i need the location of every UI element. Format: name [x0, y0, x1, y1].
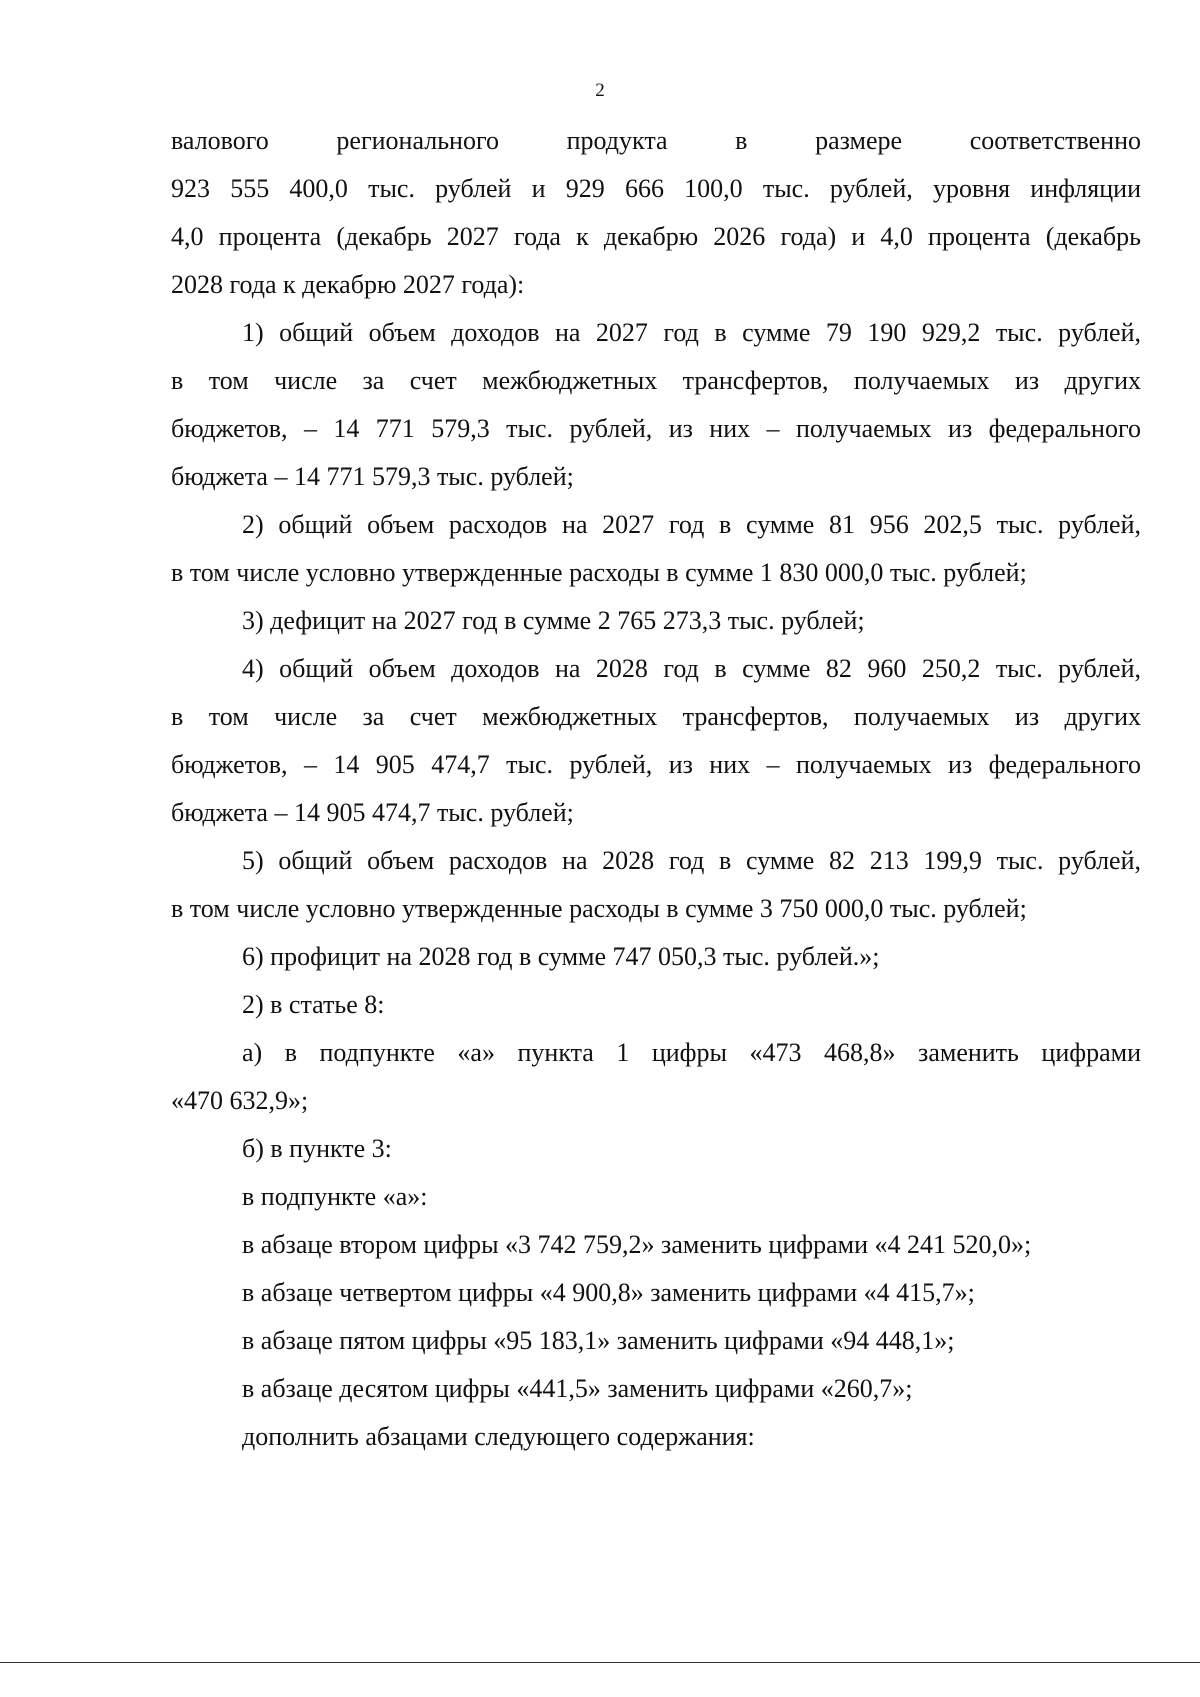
paragraph	[171, 1413, 1141, 1461]
paragraph	[171, 837, 1141, 933]
paragraph	[171, 117, 1141, 309]
text-line: 2028 года к декабрю 2027 года):	[171, 270, 525, 299]
text-line: бюджетов, – 14 905 474,7 тыс. рублей, из них – получаемых из федерального	[171, 750, 1141, 779]
paragraph	[171, 1029, 1141, 1125]
paragraph	[171, 1221, 1141, 1269]
paragraph	[171, 1173, 1141, 1221]
paragraph	[171, 645, 1141, 837]
text-line: бюджетов, – 14 771 579,3 тыс. рублей, из них – получаемых из федерального	[171, 414, 1141, 443]
text-line: «470 632,9»;	[171, 1086, 309, 1115]
text-line: 2) общий объем расходов на 2027 год в сумме 81 956 202,5 тыс. рублей,	[242, 510, 1141, 539]
text-line: в абзаце втором цифры «3 742 759,2» заменить цифрами «4 241 520,0»;	[242, 1230, 1032, 1259]
paragraph	[171, 597, 1141, 645]
text-line: валового регионального продукта в размере соответственно	[171, 126, 1141, 155]
paragraph	[171, 1125, 1141, 1173]
paragraph	[171, 1317, 1141, 1365]
document-body	[171, 117, 1141, 1461]
text-line: в абзаце четвертом цифры «4 900,8» заменить цифрами «4 415,7»;	[242, 1278, 975, 1307]
paragraph	[171, 1269, 1141, 1317]
page-number: 2	[595, 80, 605, 101]
text-line: 5) общий объем расходов на 2028 год в сумме 82 213 199,9 тыс. рублей,	[242, 846, 1141, 875]
text-line: дополнить абзацами следующего содержания:	[242, 1422, 755, 1451]
text-line: 4,0 процента (декабрь 2027 года к декабрю 2026 года) и 4,0 процента (декабрь	[171, 222, 1141, 251]
text-line: 1) общий объем доходов на 2027 год в сумме 79 190 929,2 тыс. рублей,	[242, 318, 1141, 347]
text-line: 6) профицит на 2028 год в сумме 747 050,3 тыс. рублей.»;	[242, 942, 880, 971]
paragraph	[171, 309, 1141, 501]
text-line: бюджета – 14 771 579,3 тыс. рублей;	[171, 462, 574, 491]
text-line: в том числе за счет межбюджетных трансфертов, получаемых из других	[171, 366, 1141, 395]
text-line: в абзаце десятом цифры «441,5» заменить цифрами «260,7»;	[242, 1374, 913, 1403]
text-line: 923 555 400,0 тыс. рублей и 929 666 100,0 тыс. рублей, уровня инфляции	[171, 174, 1141, 203]
text-line: бюджета – 14 905 474,7 тыс. рублей;	[171, 798, 574, 827]
text-line: 4) общий объем доходов на 2028 год в сумме 82 960 250,2 тыс. рублей,	[242, 654, 1141, 683]
text-line: в том числе за счет межбюджетных трансфертов, получаемых из других	[171, 702, 1141, 731]
paragraph	[171, 933, 1141, 981]
paragraph	[171, 1365, 1141, 1413]
text-line: в абзаце пятом цифры «95 183,1» заменить цифрами «94 448,1»;	[242, 1326, 955, 1355]
text-line: 3) дефицит на 2027 год в сумме 2 765 273,3 тыс. рублей;	[242, 606, 865, 635]
paragraph	[171, 981, 1141, 1029]
text-line: б) в пункте 3:	[242, 1134, 392, 1163]
text-line: 2) в статье 8:	[242, 990, 385, 1019]
text-line: а) в подпункте «а» пункта 1 цифры «473 468,8» заменить цифрами	[242, 1038, 1141, 1067]
text-line: в подпункте «а»:	[242, 1182, 428, 1211]
paragraph	[171, 501, 1141, 597]
text-line: в том числе условно утвержденные расходы в сумме 1 830 000,0 тыс. рублей;	[171, 558, 1027, 587]
bottom-rule	[0, 1662, 1200, 1663]
text-line: в том числе условно утвержденные расходы в сумме 3 750 000,0 тыс. рублей;	[171, 894, 1027, 923]
